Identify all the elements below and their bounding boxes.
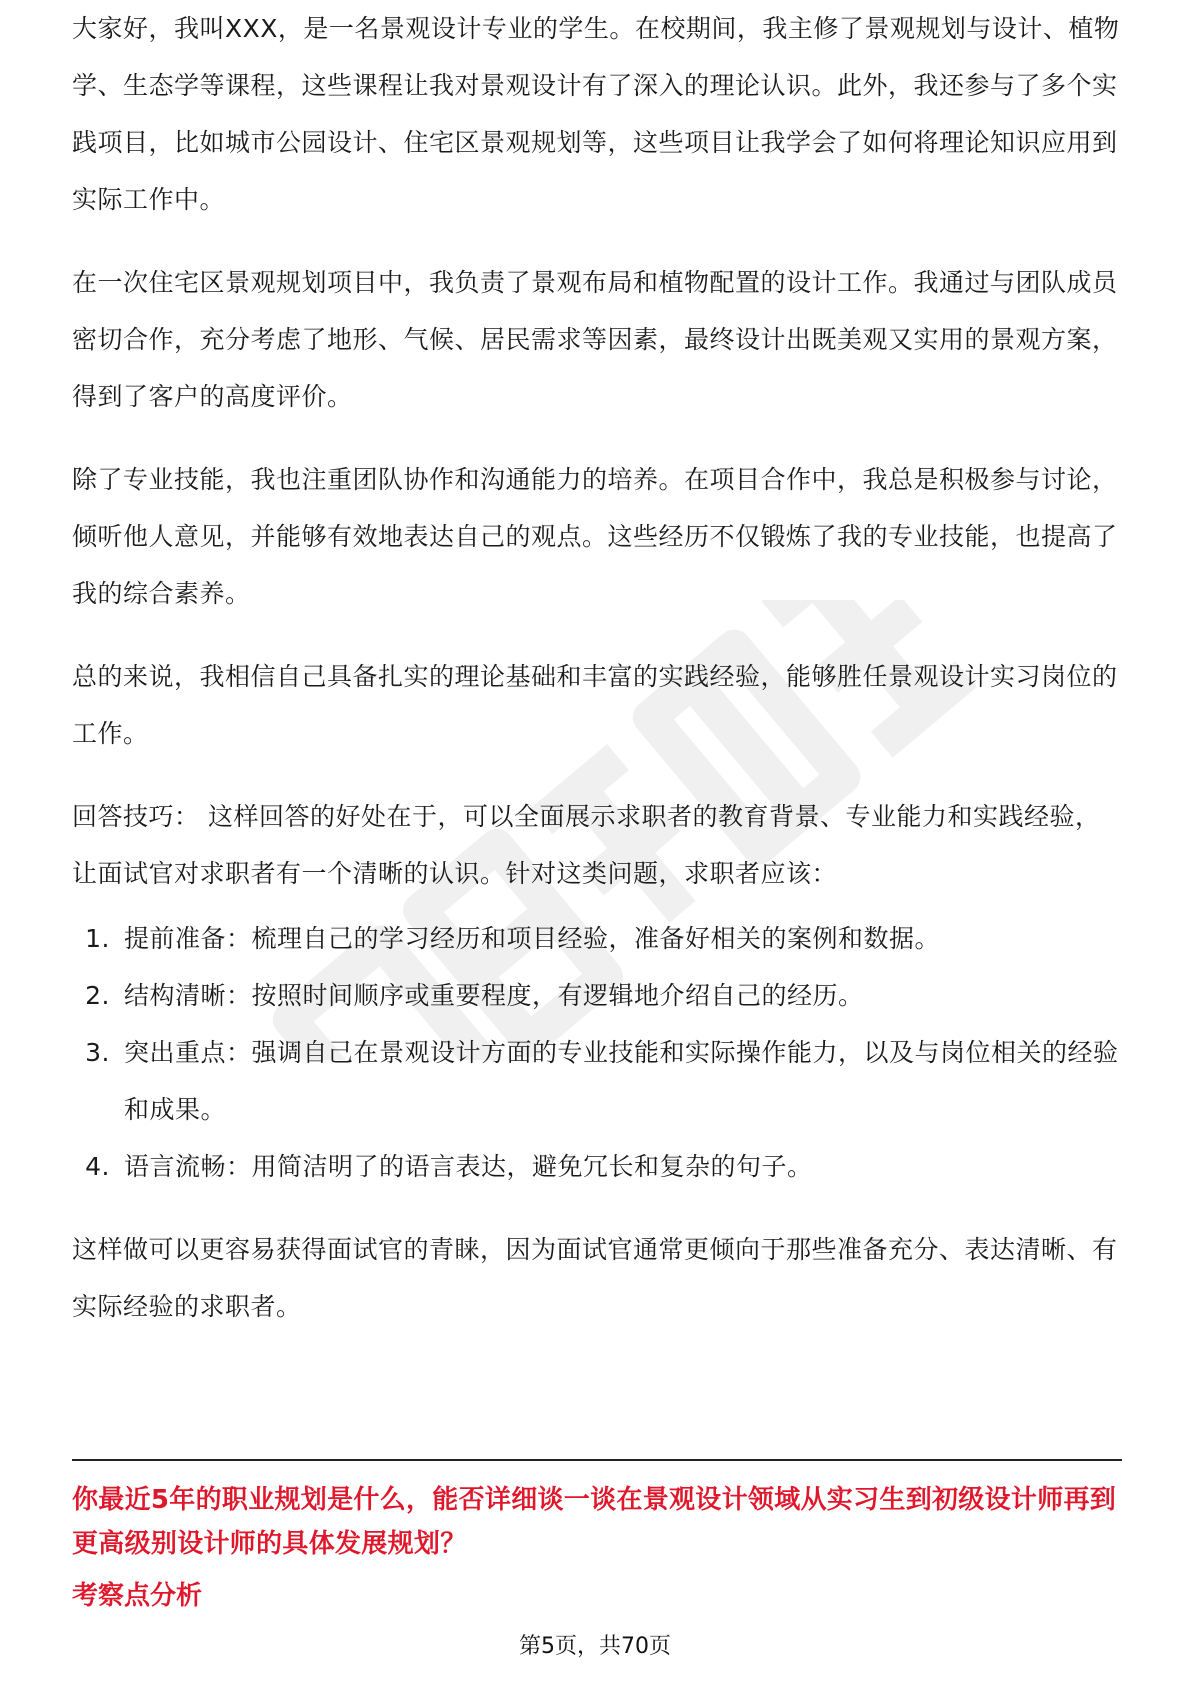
paragraph-intro: 大家好，我叫XXX，是一名景观设计专业的学生。在校期间，我主修了景观规划与设计、植物学、生态学等课程，这些课程让我对景观设计有了深入的理论认识。此外，我还参与了多个实践项目，比如城市公园设计、住宅区景观规划等，这些项目让我学会了如何将理论知识应用到实际工作中。 — [72, 14, 1120, 214]
paragraph-summary: 总的来说，我相信自己具备扎实的理论基础和丰富的实践经验，能够胜任景观设计实习岗位的工作。 — [72, 662, 1118, 748]
list-number: 3. — [85, 1038, 110, 1067]
next-question-heading: 你最近5年的职业规划是什么，能否详细谈一谈在景观设计领域从实习生到初级设计师再到更高级别设计师的具体发展规划？ — [72, 1485, 1117, 1559]
list-text: 结构清晰：按照时间顺序或重要程度，有逻辑地介绍自己的经历。 — [124, 981, 864, 1010]
list-text: 突出重点：强调自己在景观设计方面的专业技能和实际操作能力，以及与岗位相关的经验和成果。 — [124, 1038, 1119, 1124]
list-number: 2. — [85, 981, 110, 1010]
list-number: 4. — [85, 1152, 110, 1181]
analysis-heading: 考察点分析 — [72, 1581, 203, 1611]
list-text: 语言流畅：用简洁明了的语言表达，避免冗长和复杂的句子。 — [124, 1152, 813, 1181]
list-item — [72, 967, 1122, 1024]
tips-list — [72, 910, 1122, 1195]
list-text: 提前准备：梳理自己的学习经历和项目经验，准备好相关的案例和数据。 — [124, 924, 941, 953]
paragraph-answer-tips: 回答技巧： 这样回答的好处在于，可以全面展示求职者的教育背景、专业能力和实践经验，让面试官对求职者有一个清晰的认识。针对这类问题，求职者应该： — [72, 802, 1101, 888]
paragraph-teamwork: 除了专业技能，我也注重团队协作和沟通能力的培养。在项目合作中，我总是积极参与讨论，倾听他人意见，并能够有效地表达自己的观点。这些经历不仅锻炼了我的专业技能，也提高了我的综合素养。 — [72, 465, 1118, 608]
page-footer: 第5页，共70页 — [519, 1634, 671, 1659]
main-content — [72, 14, 1122, 1361]
section-divider — [72, 1459, 1122, 1461]
list-item — [72, 910, 1122, 967]
list-item — [72, 1138, 1122, 1195]
list-number: 1. — [85, 924, 110, 953]
paragraph-closing: 这样做可以更容易获得面试官的青睐，因为面试官通常更倾向于那些准备充分、表达清晰、有实际经验的求职者。 — [72, 1235, 1118, 1321]
list-item — [72, 1024, 1122, 1138]
paragraph-project: 在一次住宅区景观规划项目中，我负责了景观布局和植物配置的设计工作。我通过与团队成员密切合作，充分考虑了地形、气候、居民需求等因素，最终设计出既美观又实用的景观方案，得到了客户的高度评价。 — [72, 268, 1118, 411]
